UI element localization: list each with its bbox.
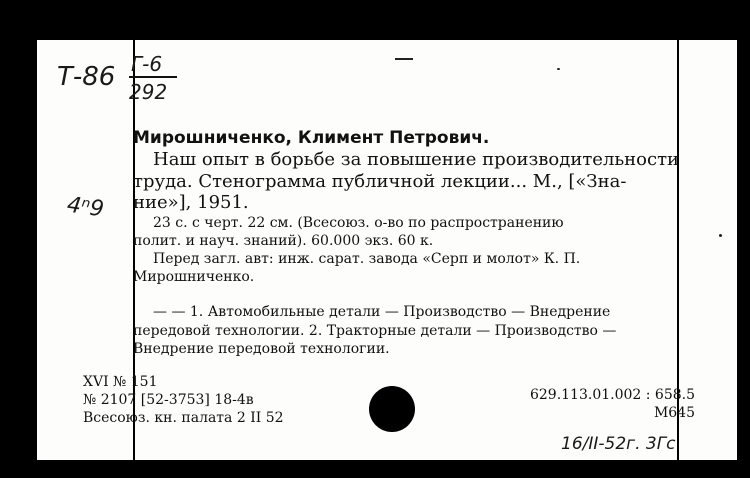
margin-handwritten-note: 4ⁿ9 — [65, 192, 106, 223]
title-line-1: Наш опыт в борьбе за повышение производительности — [153, 149, 680, 170]
subject-line-2: передовой технологии. 2. Тракторные детали — Производство — — [133, 323, 617, 339]
subject-line-1: — — 1. Автомобильные детали — Производство — Внедрение — [153, 304, 611, 320]
shelf-mark: Т-86 — [57, 62, 116, 92]
classification-code: 629.113.01.002 : 658.5 — [529, 387, 695, 403]
ink-speck — [719, 234, 722, 237]
collation-line-2: полит. и науч. знаний). 60.000 экз. 60 к. — [133, 233, 434, 249]
title-line-3: ние»], 1951. — [133, 192, 249, 213]
ink-mark — [395, 58, 413, 60]
handwritten-date: 16/II-52г. 3Гс — [561, 434, 676, 454]
fraction-top: Г-6 — [131, 52, 163, 76]
chamber-line: Всесоюз. кн. палата 2 II 52 — [83, 410, 284, 426]
punch-hole — [369, 386, 415, 432]
fraction-bar — [129, 76, 177, 78]
author-heading: Мирошниченко, Климент Петрович. — [133, 128, 490, 148]
author-mark: М645 — [653, 405, 695, 421]
title-line-2: труда. Стенограмма публичной лекции... М., [«Зна- — [133, 171, 627, 192]
subject-line-3: Внедрение передовой технологии. — [133, 341, 390, 357]
collation-line-1: 23 с. с черт. 22 см. (Всесоюз. о-во по распространению — [153, 215, 564, 231]
series-number: XVI № 151 — [83, 374, 158, 390]
ink-speck — [557, 68, 560, 70]
fraction-bottom: 292 — [129, 80, 168, 104]
note-line-1: Перед загл. авт: инж. сарат. завода «Серп и молот» К. П. — [153, 251, 581, 267]
registry-number: № 2107 [52-3753] 18-4в — [83, 392, 254, 408]
note-line-2: Мирошниченко. — [133, 269, 255, 285]
catalog-card — [37, 40, 737, 460]
